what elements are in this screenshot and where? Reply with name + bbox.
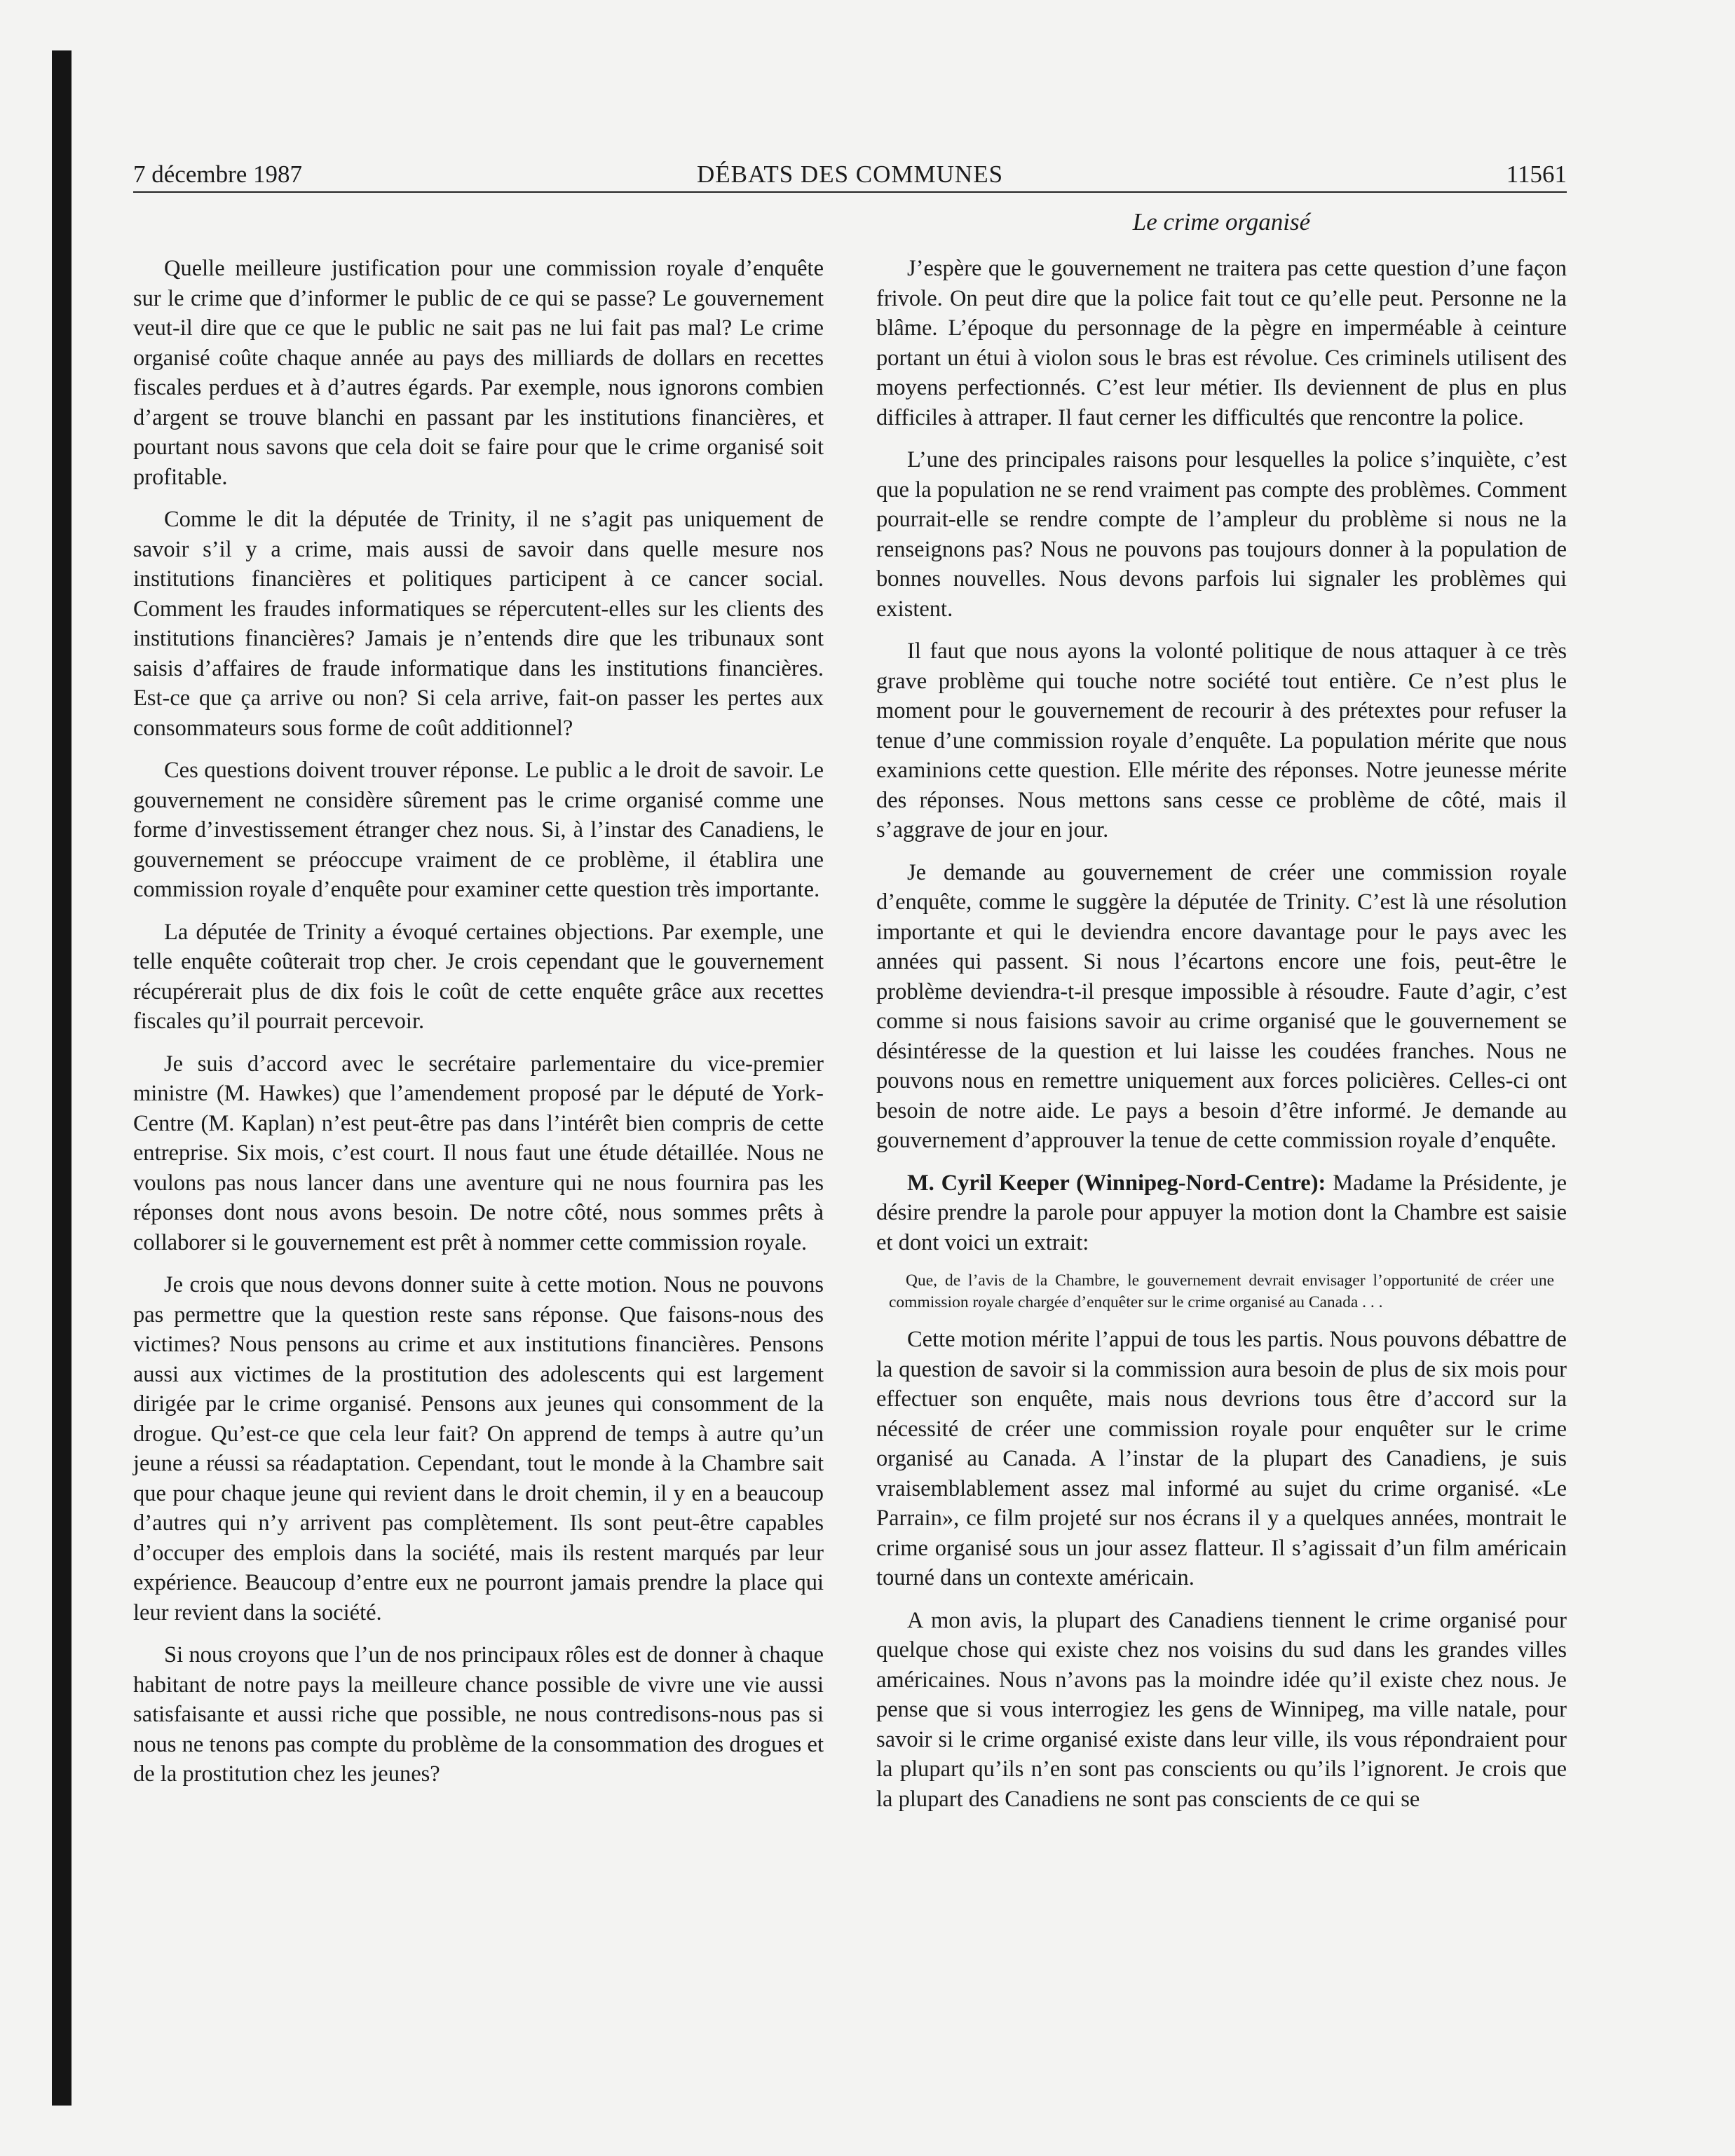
motion-quote: Que, de l’avis de la Chambre, le gouvernement devrait envisager l’opportunité de créer une commission royale chargée d’enquêter sur le crime organisé au Canada . . . [889,1271,1554,1311]
header-page-number: 11561 [1506,161,1567,188]
paragraph: J’espère que le gouvernement ne traitera pas cette question d’une façon frivole. On peut dire que la police fait tout ce qu’elle peut. Personne ne la blâme. L’époque du personnage de la pègre en imperméable à ceinture portant un étui à violon sous le bras est révolue. Ces criminels utilisent des moyens perfectionnés. C’est leur métier. Ils deviennent de plus en plus difficiles à attraper. Il faut cerner les difficultés que rencontre la police. [876,256,1567,430]
speaker-text: Madame la Présidente, je désire prendre la parole pour appuyer la motion dont la Chambre est saisie et dont voici un extrait: [876,1170,1567,1255]
header-title: DÉBATS DES COMMUNES [696,161,1004,188]
paragraph: Si nous croyons que l’un de nos principaux rôles est de donner à chaque habitant de notre pays la meilleure chance possible de vivre une vie aussi satisfaisante et aussi riche que possible, ne nous contredisons-nous pas si nous ne tenons pas compte du problème de la consommation des drogues et de la prostitution chez les jeunes? [133,1642,824,1787]
scan-edge-bar [52,50,72,2106]
paragraph: Je demande au gouvernement de créer une commission royale d’enquête, comme le suggère la députée de Trinity. C’est là une résolution importante et qui le deviendra encore davantage pour le pays avec les années qui passent. Si nous l’écartons encore une fois, peut-être le problème deviendra-t-il presque impossible à résoudre. Faute d’agir, c’est comme si nous faisions savoir au crime organisé que le gouvernement se désintéresse de la question et lui laisse les coudées franches. Nous ne pouvons nous en remettre uniquement aux forces policières. Celles-ci ont besoin de notre aide. Le pays a besoin d’être informé. Je demande au gouvernement d’approuver la tenue de cette commission royale d’enquête. [876,859,1567,1153]
section-subject: Le crime organisé [1132,208,1311,236]
paragraph: Ces questions doivent trouver réponse. Le public a le droit de savoir. Le gouvernement ne considère sûrement pas le crime organisé comme une forme d’investissement étranger chez nous. Si, à l’instar des Canadiens, le gouvernement se préoccupe vraiment de ce problème, il établira une commission royale d’enquête pour examiner cette question très importante. [133,758,824,902]
paragraph: Il faut que nous ayons la volonté politique de nous attaquer à ce très grave problème qui touche notre société tout entière. Ce n’est plus le moment pour le gouvernement de recourir à des prétextes pour refuser la tenue d’une commission royale d’enquête. La population mérite que nous examinions cette question. Elle mérite des réponses. Notre jeunesse mérite des réponses. Nous mettons sans cesse ce problème de côté, mais il s’aggrave de jour en jour. [876,639,1567,842]
paragraph: Cette motion mérite l’appui de tous les partis. Nous pouvons débattre de la question de savoir si la commission aura besoin de plus de six mois pour effectuer son enquête, mais nous devrions tous être d’accord sur la nécessité de créer une commission royale pour enquêter sur le crime organisé au Canada. A l’instar de la plupart des Canadiens, je suis vraisemblablement assez mal informé au sujet du crime organisé. «Le Parrain», ce film projeté sur nos écrans il y a quelques années, montrait le crime organisé sous un jour assez flatteur. Il s’agissait d’un film américain tourné dans un contexte américain. [876,1327,1567,1590]
paragraph: Quelle meilleure justification pour une commission royale d’enquête sur le crime que d’informer le public de ce qui se passe? Le gouvernement veut-il dire que ce que le public ne sait pas ne lui fait pas mal? Le crime organisé coûte chaque année au pays des milliards de dollars en recettes fiscales perdues et à d’autres égards. Par exemple, nous ignorons combien d’argent se trouve blanchi en passant par les institutions financières, et pourtant nous savons que cela doit se faire pour que le crime organisé soit profitable. [133,256,824,490]
header-date: 7 décembre 1987 [133,161,303,188]
paragraph: Je crois que nous devons donner suite à cette motion. Nous ne pouvons pas permettre que la question reste sans réponse. Que faisons-nous des victimes? Nous pensons au crime et aux institutions financières. Pensons aussi aux victimes de la prostitution des adolescents qui est largement dirigée par le crime organisé. Pensons aux jeunes qui consomment de la drogue. Qu’est-ce que cela leur fait? On apprend de temps à autre qu’un jeune a réussi sa réadaptation. Cependant, tout le monde à la Chambre sait que pour chaque jeune qui revient dans le droit chemin, il y en a beaucoup d’autres qui n’y arrivent pas complètement. Ils sont peut-être capables d’occuper des emplois dans la société, mais ils restent marqués par leur expérience. Beaucoup d’entre eux ne pourront jamais prendre la place qui leur revient dans la société. [133,1272,824,1625]
paragraph: L’une des principales raisons pour lesquelles la police s’inquiète, c’est que la population ne se rend vraiment pas compte des problèmes. Comment pourrait-elle se rendre compte de l’ampleur du problème si nous ne la renseignons pas? Nous ne pouvons pas toujours donner à la population de bonnes nouvelles. Nous devons parfois lui signaler les problèmes qui existent. [876,447,1567,622]
paragraph: Je suis d’accord avec le secrétaire parlementaire du vice-premier ministre (M. Hawkes) que l’amendement proposé par le député de York-Centre (M. Kaplan) n’est peut-être pas dans l’intérêt bien compris de cette entreprise. Six mois, c’est court. Il nous faut une étude détaillée. Nous ne voulons pas nous lancer dans une aventure qui ne nous fournira pas les réponses dont nous avons besoin. De notre côté, nous sommes prêts à collaborer si le gouvernement est prêt à nommer cette commission royale. [133,1051,824,1255]
speaker-paragraph [876,1168,1567,1258]
paragraph: A mon avis, la plupart des Canadiens tiennent le crime organisé pour quelque chose qui existe chez nos voisins du sud dans les grandes villes américaines. Nous n’avons pas la moindre idée qu’il existe chez nous. Je pense que si vous interrogiez les gens de Winnipeg, ma ville natale, pour savoir si le crime organisé existe dans leur ville, ils vous répondraient pour la plupart qu’ils n’en sont pas conscients ou qu’ils l’ignorent. Je crois que la plupart des Canadiens ne sont pas conscients de ce qui se [876,1607,1567,1812]
left-column [133,254,824,1802]
right-column [876,254,1567,1827]
paragraph: La députée de Trinity a évoqué certaines objections. Par exemple, une telle enquête coûterait trop cher. Je crois cependant que le gouvernement récupérerait plus de dix fois le coût de cette enquête grâce aux recettes fiscales qu’il pourrait percevoir. [133,919,824,1034]
paragraph: Comme le dit la députée de Trinity, il ne s’agit pas uniquement de savoir s’il y a crime, mais aussi de savoir dans quelle mesure nos institutions financières et politiques participent à ce cancer social. Comment les fraudes informatiques se répercutent-elles sur les clients des institutions financières? Jamais je n’entends dire que les tribunaux sont saisis d’affaires de fraude informatique dans les institutions financières. Est-ce que ça arrive ou non? Si cela arrive, fait-on passer les pertes aux consommateurs sous forme de coût additionnel? [133,507,824,741]
speaker-name: M. Cyril Keeper (Winnipeg-Nord-Centre): [907,1170,1326,1196]
page-header [133,158,1567,193]
document-page [133,158,1567,1812]
